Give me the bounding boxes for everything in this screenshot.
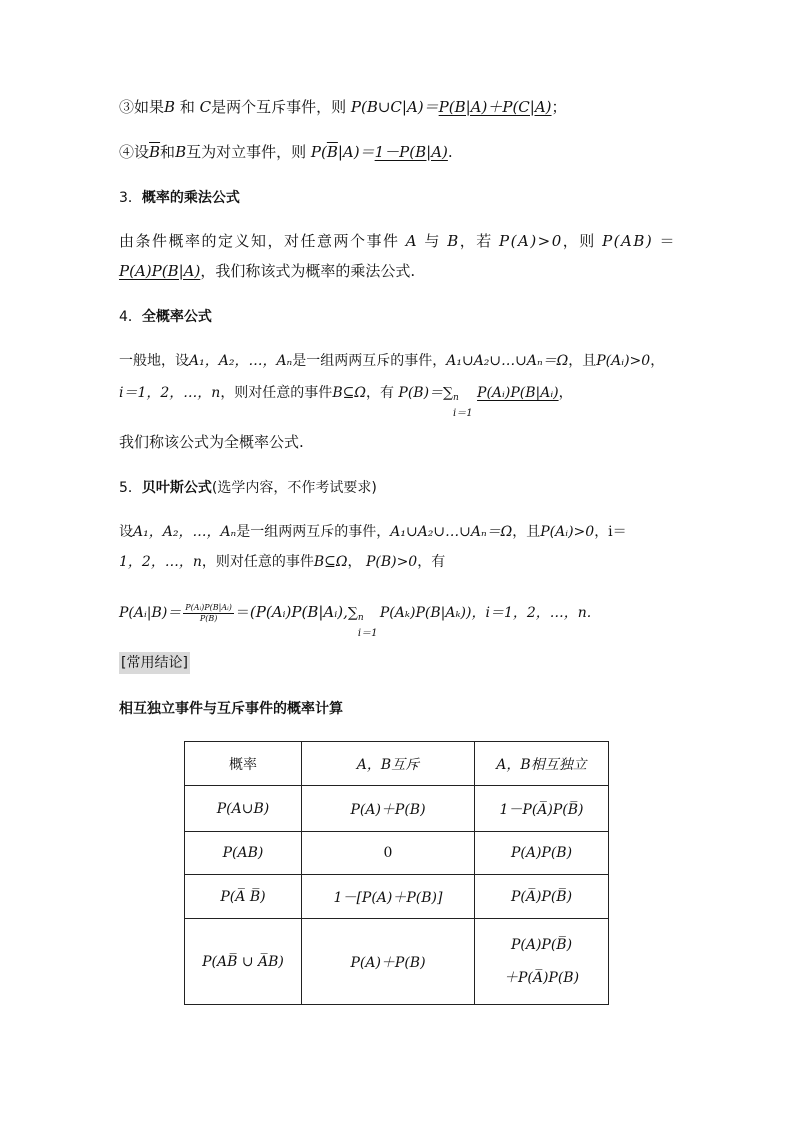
text: 互为对立事件，则	[186, 143, 307, 161]
text: 由条件概率的定义知，对任意两个事件	[119, 232, 400, 250]
section-5-line-1	[119, 521, 627, 543]
table-cell: P(A)＋P(B)	[302, 919, 475, 1005]
table-cell: 1－[P(A)＋P(B)]	[302, 875, 475, 919]
text: ，则对任意的事件	[201, 554, 314, 570]
text: 是两个互斥事件，则	[211, 98, 347, 116]
table-cell: P(A̅)P(B̅)	[475, 875, 609, 919]
text: .	[447, 143, 453, 161]
text: ，	[558, 385, 573, 401]
sum-upper: n	[453, 393, 459, 403]
text: ，i＝	[594, 524, 627, 540]
text: ④设	[119, 143, 150, 161]
sum-sign: ∑	[347, 605, 358, 621]
sum-lower: i＝1	[453, 408, 473, 419]
formula: A₁，A₂，…，Aₙ	[133, 524, 237, 540]
section-3-line-2	[119, 260, 415, 282]
formula: ，i＝1，2，…，n.	[471, 605, 592, 621]
text: ③如果	[119, 98, 165, 116]
section-4-line-1	[119, 350, 664, 372]
formula: P(AB)	[602, 232, 654, 250]
heading-note: (选学内容，不作考试要求)	[211, 480, 377, 496]
formula: P(Aᵢ|B)＝	[119, 605, 182, 621]
var-bbar: $\overline{B}$	[326, 143, 338, 161]
formula: B⊆Ω	[332, 385, 366, 401]
table-header-row	[185, 742, 609, 786]
heading-text: 全概率公式	[141, 309, 212, 325]
heading-text: 贝叶斯公式	[141, 480, 212, 496]
text: ，有	[417, 554, 446, 570]
text: ，且	[568, 353, 597, 369]
table-cell-line: ＋P(A̅)P(B)	[503, 969, 580, 986]
var-bbar: $\overline{B}$	[149, 143, 161, 161]
var: B	[447, 232, 460, 250]
formula-lhs: |A)＝	[337, 143, 375, 161]
table-cell: 1－P(A̅)P(B̅)	[475, 786, 609, 832]
section-5-line-3	[119, 601, 592, 639]
text: ，我们称该式为概率的乘法公式.	[200, 262, 416, 280]
sum-sign: ∑	[443, 385, 454, 401]
table-cell: P(A∪B)	[185, 786, 302, 832]
table-title-text: 相互独立事件与互斥事件的概率计算	[119, 701, 343, 717]
formula: (P(Aᵢ)P(B|Aᵢ),	[249, 603, 348, 621]
text: 设	[119, 524, 133, 540]
text: ，若	[459, 232, 493, 250]
text: ，且	[512, 524, 541, 540]
text: 和	[175, 98, 200, 116]
var-c: C	[199, 98, 212, 116]
text: 与	[424, 232, 441, 250]
text: ，	[650, 353, 665, 369]
table-cell: 0	[302, 832, 475, 875]
formula: P(B)＝	[398, 385, 444, 401]
table-row	[185, 786, 609, 832]
text: ，有	[365, 385, 394, 401]
section-4-heading	[119, 305, 212, 328]
probability-table	[184, 741, 609, 1005]
table-header: A，B相互独立	[475, 742, 609, 786]
section-4-line-3: 我们称该公式为全概率公式.	[119, 433, 304, 451]
formula: P(Aᵢ)>0	[540, 524, 595, 540]
heading-number: 5．	[119, 480, 142, 496]
var: A	[405, 232, 419, 250]
text: ；	[551, 98, 567, 116]
item-4	[119, 141, 453, 163]
table-header: A，B互斥	[302, 742, 475, 786]
text: ＝	[235, 605, 250, 621]
section-5-line-2	[119, 551, 445, 573]
sum-lower: i＝1	[357, 628, 378, 639]
formula-rhs: 1－P(B|A)	[374, 143, 448, 161]
text: 一般地，设	[119, 353, 189, 369]
sum-upper: n	[357, 613, 364, 623]
formula: P(Aᵢ)>0	[596, 353, 651, 369]
table-row	[185, 832, 609, 875]
text: ，	[347, 554, 362, 570]
formula: P(B)>0	[365, 554, 418, 570]
formula-rhs: P(B|A)＋P(C|A)	[438, 98, 552, 116]
table-row	[185, 919, 609, 1005]
formula: A₁∪A₂∪…∪Aₙ＝Ω	[446, 353, 569, 369]
formula: i＝1，2，…，n	[119, 385, 221, 401]
var-b: B	[175, 143, 187, 161]
formula-lhs: P(	[310, 143, 327, 161]
var-b: B	[164, 98, 176, 116]
heading-number: 3．	[119, 190, 142, 206]
text: ＝	[659, 232, 677, 250]
table-cell: P(AB)	[185, 832, 302, 875]
table-cell	[475, 919, 609, 1005]
section-4-line-2	[119, 382, 573, 419]
formula-underlined: P(Aᵢ)P(B|Aᵢ)	[477, 385, 559, 401]
table-row	[185, 875, 609, 919]
formula: A₁∪A₂∪…∪Aₙ＝Ω	[390, 524, 513, 540]
formula: A₁，A₂，…，Aₙ	[189, 353, 293, 369]
conclusion-tag	[119, 651, 190, 674]
table-cell: P(A)P(B)	[475, 832, 609, 875]
fraction-numerator: P(Aᵢ)P(B|Aᵢ)	[185, 602, 232, 612]
table-header: 概率	[185, 742, 302, 786]
formula: 1，2，…，n	[119, 554, 202, 570]
formula-lhs: P(B∪C|A)＝	[350, 98, 439, 116]
table-title	[119, 697, 343, 720]
section-5-heading	[119, 476, 377, 499]
formula-underlined: P(A)P(B|A)	[119, 262, 201, 280]
tag-label: [常用结论]	[119, 652, 190, 674]
text: ，则对任意的事件	[220, 385, 333, 401]
text: 是一组两两互斥的事件，	[236, 524, 391, 540]
text: 和	[160, 143, 176, 161]
text: ，则	[562, 232, 596, 250]
table-cell: P(A̅ B̅)	[185, 875, 302, 919]
section-3-heading	[119, 186, 240, 209]
table-cell: P(AB̅ ∪ A̅B)	[185, 919, 302, 1005]
section-3-line-1	[119, 230, 676, 252]
formula: B⊆Ω	[313, 554, 348, 570]
fraction-denominator: P(B)	[199, 613, 218, 623]
item-3	[119, 96, 567, 118]
formula: P(A)>0	[499, 232, 563, 250]
heading-number: 4．	[119, 309, 142, 325]
table-cell: P(A)＋P(B)	[302, 786, 475, 832]
text: 是一组两两互斥的事件，	[292, 353, 447, 369]
heading-text: 概率的乘法公式	[141, 190, 240, 206]
formula: P(Aₖ)P(B|Aₖ))	[379, 605, 472, 621]
table-cell-line: P(A)P(B̅)	[510, 936, 573, 953]
fraction	[183, 603, 234, 624]
